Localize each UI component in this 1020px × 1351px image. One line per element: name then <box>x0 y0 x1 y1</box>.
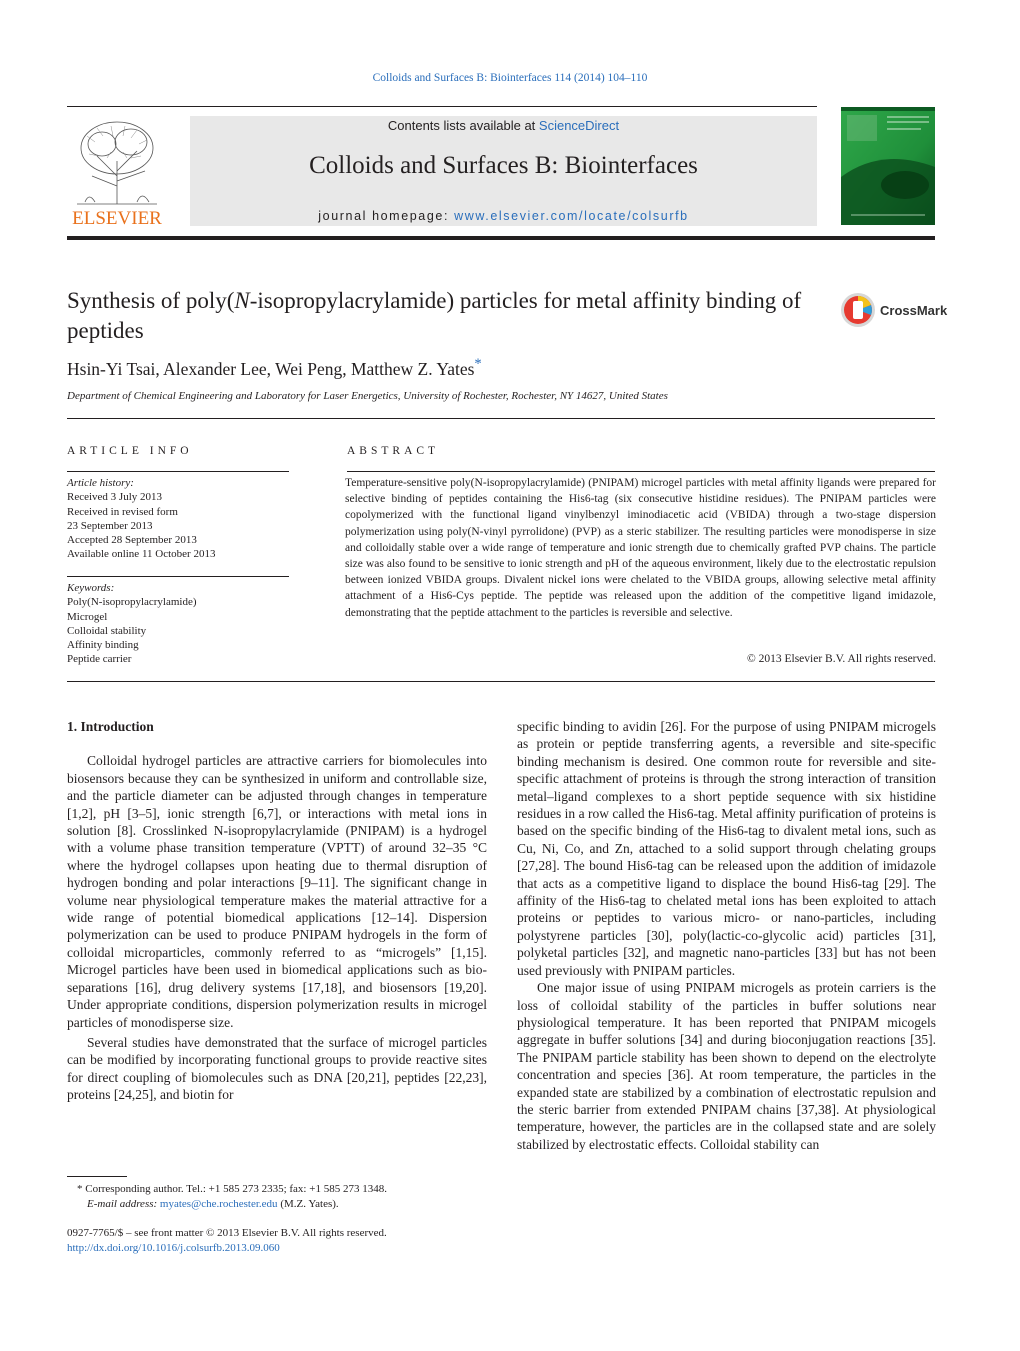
header-divider <box>67 106 817 107</box>
keyword: Microgel <box>67 610 108 623</box>
abstract-divider <box>347 471 935 472</box>
journal-title: Colloids and Surfaces B: Biointerfaces <box>309 152 698 179</box>
front-matter <box>67 1226 487 1256</box>
history-label: Article history: <box>67 477 134 489</box>
elsevier-logo <box>67 116 167 229</box>
abstract-text: Temperature-sensitive poly(N-isopropylacrylamide) (PNIPAM) microgel particles with metal affinity ligands were prepared for selective binding of peptides containing the His6-tag (six consecutive histidine residues). The PNIPAM particles were copolymerized with the functional ligand vinylbenzyl iminodiacetic acid (VBIDA) through a two-stage dispersion polymerization using poly(N-vinyl pyrrolidone) (PVP) as a steric stabilizer. The resulting particles were monodisperse in size and colloidally stable over a wide range of temperature and ionic strength due to chemically grafted PVP chains. The particle size was also found to be sensitive to ionic strength and pH of the aqueous environment, likely due to the electrostatic repulsion between ionized VBIDA groups. Divalent nickel ions were chelated to the VBIDA groups, allowing selective metal affinity attachment of a His6-Cys peptide. The peptide was released upon the addition of the competitive ligand imidazole, demonstrating that the peptide attachment to the particles is reversible and selective. <box>345 477 936 619</box>
body-paragraph: One major issue of using PNIPAM microgels as protein carriers is the loss of colloidal stability of the particles in buffer solutions near physiological temperature. It has been reported that PNIPAM micogels aggregate in buffer solutions [34] and during bioconjugation reactions [35]. The PNIPAM particle stability has been shown to depend on the electrolyte concentration and species [36]. At room temperature, the particles in the expanded state are stabilized by a combination of electrostatic repulsion and the steric barrier from extended PNIPAM chains [37,38]. At physiological temperature, however, the particles are in the collapsed state and are solely stabilized by electrostatic effects. Colloidal stability can <box>517 980 936 1152</box>
elsevier-tree-icon <box>67 116 167 229</box>
author-email-link[interactable]: myates@che.rochester.edu <box>159 1198 278 1210</box>
affiliation: Department of Chemical Engineering and Laboratory for Laser Energetics, University of Rochester, Rochester, NY 14627, United States <box>67 390 668 402</box>
journal-homepage <box>190 209 817 223</box>
journal-citation[interactable]: Colloids and Surfaces B: Biointerfaces 114 (2014) 104–110 <box>372 72 648 84</box>
article-info-heading: ARTICLE INFO <box>67 445 193 457</box>
crossmark-icon <box>840 292 948 328</box>
body-right-column <box>517 718 936 1153</box>
article-title <box>67 286 827 346</box>
author-list <box>67 356 827 380</box>
keyword: Poly(N-isopropylacrylamide) <box>67 596 197 609</box>
history-line: Available online 11 October 2013 <box>67 548 216 561</box>
contents-line <box>190 118 817 133</box>
contents-prefix: Contents lists available at <box>387 118 539 133</box>
body-left-column <box>67 718 487 1104</box>
sciencedirect-link[interactable]: ScienceDirect <box>538 118 620 133</box>
history-line: Accepted 28 September 2013 <box>67 534 197 547</box>
authors-names: Hsin-Yi Tsai, Alexander Lee, Wei Peng, Matthew Z. Yates <box>67 358 475 379</box>
footnote-divider <box>67 1176 127 1177</box>
history-line: 23 September 2013 <box>67 519 153 532</box>
crossmark-badge[interactable] <box>840 292 948 328</box>
svg-text:CrossMark: CrossMark <box>880 303 948 318</box>
header-thick-divider <box>67 236 935 240</box>
section-heading-introduction: 1. Introduction <box>67 719 154 734</box>
history-visible <box>67 448 289 562</box>
keyword: Peptide carrier <box>67 653 132 666</box>
journal-cover-icon <box>841 107 935 225</box>
keywords-divider <box>67 576 289 577</box>
body-paragraph: Colloidal hydrogel particles are attractive carriers for biomolecules into biosensors because they can be synthesized in uniform and controllable size, and the particle diameter can be adjusted through changes in temperature [1,2], pH [3–5], ionic strength [6,7], or interactions with metal ions in solution [8]. Crosslinked N-isopropylacrylamide (PNIPAM) is a hydrogel with a volume phase transition temperature (VPTT) of around 32–35 °C where the hydrogel collapses upon heating due to thermal disruption of hydrogen bonding and polar interactions [9–11]. The significant change in volume near physiological temperature makes the material attractive for a wide range of potential biomedical applications [12–14]. Dispersion polymerization can be used to produce PNIPAM hydrogels in the form of colloidal microparticles, commonly referred to as “microgels” [1,15]. Microgel particles have been used in biomedical applications such as bio-separations [16], drug delivery systems [17,18], and biosensors [19,20]. Under appropriate conditions, dispersion polymerization results in microgel particles of monodisperse size. <box>67 753 487 1030</box>
homepage-prefix: journal homepage: <box>318 209 455 223</box>
keywords-label: Keywords: <box>67 582 115 594</box>
title-part1: Synthesis of poly( <box>67 288 235 313</box>
body-paragraph: specific binding to avidin [26]. For the purpose of using PNIPAM microgels as protein or peptide transferring agents, a reversible and site-specific binding mechanism is desired. One common route for reversible and site-specific attachment of proteins is through the strong interaction of transition metal–ligand complexes to a short peptide sequence with six histidine residues in a row called the His6-tag. Metal affinity purification of proteins is based on the specific binding of the His6-tag to divalent metal ions, such as Cu, Ni, Co, and Zn, attached to a solid support through chelating groups [27,28]. The bound His6-tag can be released upon the addition of imidazole that acts as a competitive ligand to displace the bound His6-tag [29]. The affinity of the His6-tag to chelated metal ions has been exploited to attach proteins or peptides to various micro- or nano-particles, including polystyrene particles [30], poly(lactic-co-glycolic acid) particles [31], polyketal particles [32], and magnetic nano-particles [33] but has not been used previously with PNIPAM particles. <box>517 719 936 978</box>
footnote-contact: * Corresponding author. Tel.: +1 585 273 2335; fax: +1 585 273 1348. <box>77 1183 387 1195</box>
email-suffix: (M.Z. Yates). <box>277 1198 339 1210</box>
abstract-bottom-divider <box>67 681 935 682</box>
doi-link[interactable]: http://dx.doi.org/10.1016/j.colsurfb.2013.09.060 <box>67 1242 280 1254</box>
corresponding-author-mark[interactable]: * <box>474 356 482 372</box>
keywords-block <box>67 581 289 667</box>
keyword: Affinity binding <box>67 639 139 652</box>
title-italic: N <box>234 288 250 313</box>
abstract-heading: ABSTRACT <box>347 445 440 457</box>
copyright-line: © 2013 Elsevier B.V. All rights reserved. <box>747 653 936 665</box>
title-part2: -isopropylacrylamide) particles for metal affinity binding of peptides <box>67 288 802 343</box>
email-label: E-mail address: <box>87 1198 160 1210</box>
affiliation-divider <box>67 418 935 419</box>
svg-text:ELSEVIER: ELSEVIER <box>72 208 162 229</box>
history-line: Received 3 July 2013 <box>67 491 163 504</box>
body-paragraph: Several studies have demonstrated that the surface of microgel particles can be modified by incorporating functional groups to provide reactive sites for direct coupling of biomolecules such as DNA [20,21], peptides [22,23], proteins [24,25], and biotin for <box>67 1034 487 1103</box>
issn-line: 0927-7765/$ – see front matter © 2013 Elsevier B.V. All rights reserved. <box>67 1227 387 1239</box>
corresponding-author-footnote <box>67 1182 487 1212</box>
keyword: Colloidal stability <box>67 624 147 637</box>
homepage-link[interactable]: www.elsevier.com/locate/colsurfb <box>454 209 689 223</box>
history-line: Received in revised form <box>67 505 178 518</box>
journal-cover[interactable] <box>841 107 935 225</box>
